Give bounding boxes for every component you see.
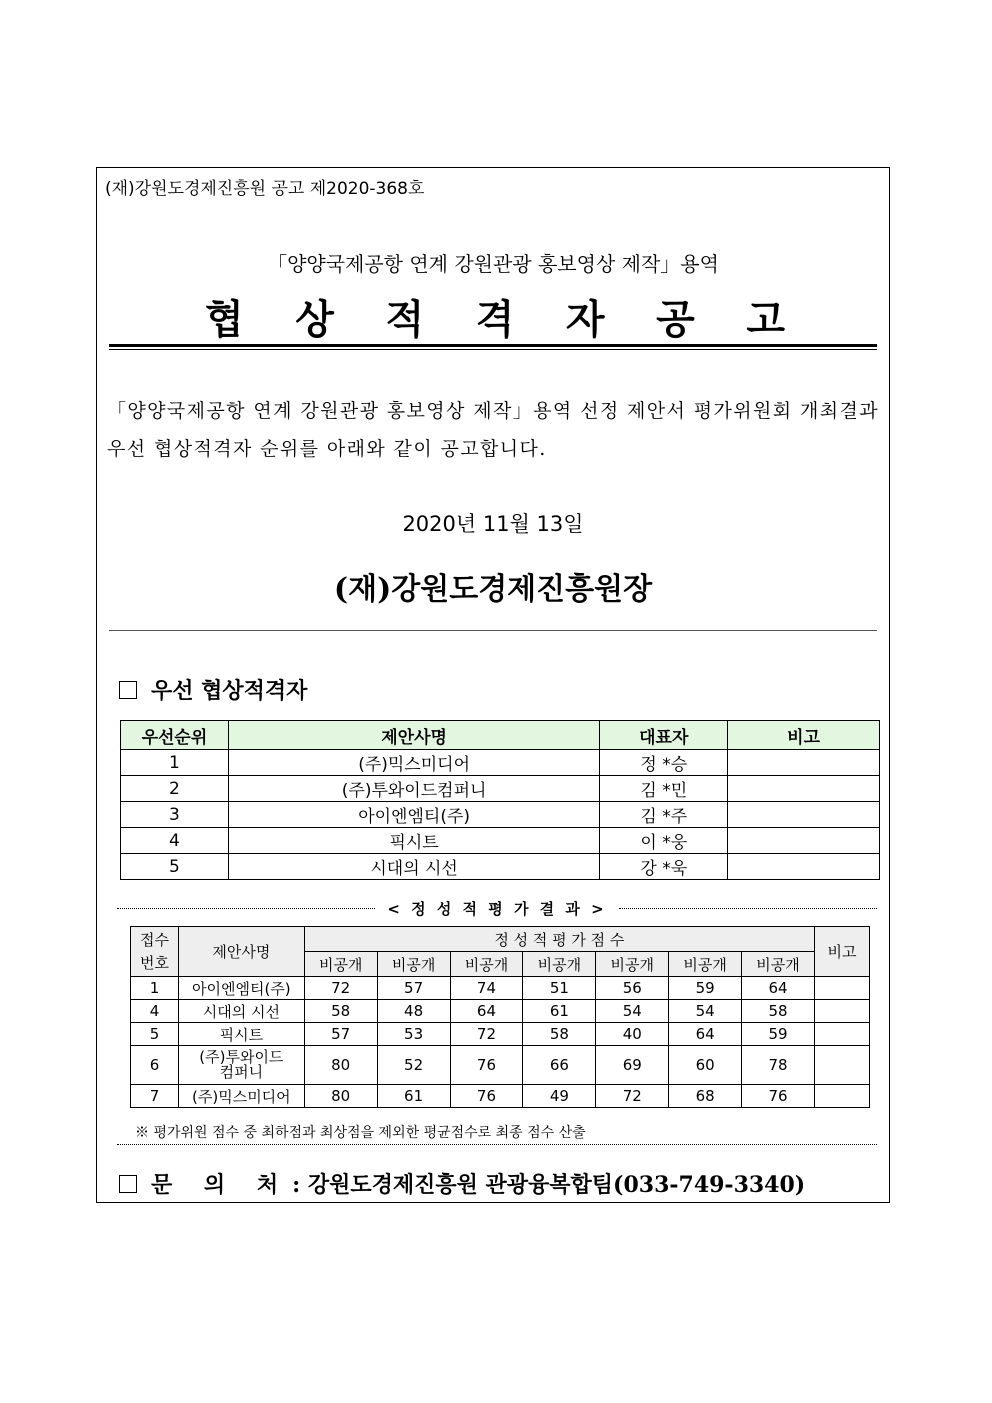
score-cell: 48: [377, 1000, 450, 1023]
title-char: 협: [205, 297, 244, 343]
table-row: [121, 802, 880, 828]
table-row: [131, 1085, 870, 1108]
receipt-no-cell: 7: [131, 1085, 179, 1108]
title-char: 고: [746, 297, 785, 343]
header-scores: 정 성 적 평 가 점 수: [304, 927, 814, 952]
title-char: 적: [385, 297, 425, 343]
receipt-no-cell: 5: [131, 1023, 179, 1046]
header-evaluator: 비공개: [742, 952, 815, 977]
eval-result-title: < 정 성 적 평 가 결 과 >: [387, 900, 607, 918]
header-receipt-no-line2: 번호: [139, 953, 169, 972]
receipt-no-cell: 4: [131, 1000, 179, 1023]
notice-frame: [96, 167, 890, 1203]
score-cell: 80: [304, 1085, 377, 1108]
company-cell: 아이엔엠티(주): [228, 802, 599, 828]
project-subtitle: 「양양국제공항 연계 강원관광 홍보영상 제작」용역: [267, 252, 719, 276]
score-cell: 74: [450, 977, 523, 1000]
intro-paragraph: 「양양국제공항 연계 강원관광 홍보영상 제작」용역 선정 제안서 평가위원회 개최결과 우선 협상적격자 순위를 아래와 같이 공고합니다.: [107, 400, 879, 460]
note-cell: [814, 1046, 869, 1085]
score-cell: 58: [304, 1000, 377, 1023]
score-cell: 61: [523, 1000, 596, 1023]
score-cell: 76: [450, 1085, 523, 1108]
title-divider-thin: [109, 349, 877, 350]
header-evaluator: 비공개: [596, 952, 669, 977]
company-cell: 아이엔엠티(주): [178, 977, 304, 1000]
score-cell: 68: [669, 1085, 742, 1108]
note-cell: [728, 750, 880, 776]
header-evaluator: 비공개: [377, 952, 450, 977]
note-cell: [814, 977, 869, 1000]
rep-cell: 정 *승: [600, 750, 728, 776]
table-row: [131, 1023, 870, 1046]
table-row: [121, 750, 880, 776]
table-row: [131, 977, 870, 1000]
score-cell: 72: [596, 1085, 669, 1108]
dotted-rule-left: [117, 908, 375, 909]
header-evaluator: 비공개: [669, 952, 742, 977]
note-cell: [728, 776, 880, 802]
company-cell: (주)믹스미디어: [228, 750, 599, 776]
score-cell: 66: [523, 1046, 596, 1085]
header-receipt-no-line1: 접수: [139, 930, 169, 949]
company-cell: (주)투와이드컴퍼니: [228, 776, 599, 802]
rep-cell: 김 *주: [600, 802, 728, 828]
note-cell: [814, 1023, 869, 1046]
score-cell: 72: [304, 977, 377, 1000]
score-cell: 54: [669, 1000, 742, 1023]
priority-section-title: 우선 협상적격자: [151, 678, 308, 704]
score-cell: 64: [450, 1000, 523, 1023]
contact-line: [119, 1168, 805, 1199]
table-row: [131, 1000, 870, 1023]
page-title: [205, 288, 785, 345]
company-cell: 시대의 시선: [228, 854, 599, 880]
dotted-rule-right: [619, 908, 877, 909]
score-cell: 51: [523, 977, 596, 1000]
footnote-divider: [117, 1144, 877, 1145]
announcement-number: (재)강원도경제진흥원 공고 제2020-368호: [105, 179, 425, 199]
priority-table: [120, 720, 880, 880]
score-cell: 58: [523, 1023, 596, 1046]
score-cell: 78: [742, 1046, 815, 1085]
score-cell: 64: [742, 977, 815, 1000]
company-cell: (주)믹스미디어: [178, 1085, 304, 1108]
title-divider-thick: [109, 344, 877, 347]
header-company: 제안사명: [178, 927, 304, 977]
table-row: [121, 854, 880, 880]
score-cell: 76: [450, 1046, 523, 1085]
signer: (재)강원도경제진흥원장: [333, 572, 653, 607]
eval-table: [130, 926, 870, 1108]
table-row: [131, 1046, 870, 1085]
score-cell: 53: [377, 1023, 450, 1046]
rank-cell: 5: [121, 854, 229, 880]
rep-cell: 이 *웅: [600, 828, 728, 854]
score-cell: 54: [596, 1000, 669, 1023]
company-name-line2: 컴퍼니: [219, 1063, 264, 1081]
score-cell: 57: [304, 1023, 377, 1046]
rank-cell: 3: [121, 802, 229, 828]
score-cell: 60: [669, 1046, 742, 1085]
rank-cell: 2: [121, 776, 229, 802]
score-cell: 56: [596, 977, 669, 1000]
receipt-no-cell: 6: [131, 1046, 179, 1085]
header-evaluator: 비공개: [523, 952, 596, 977]
notice-date: 2020년 11월 13일: [402, 512, 584, 536]
header-company: 제안사명: [228, 721, 599, 750]
rep-cell: 김 *민: [600, 776, 728, 802]
checkbox-square-icon: [119, 1175, 137, 1193]
score-cell: 58: [742, 1000, 815, 1023]
title-char: 격: [475, 297, 515, 343]
company-cell: [178, 1046, 304, 1085]
note-cell: [814, 1000, 869, 1023]
title-char: 공: [656, 297, 695, 343]
table-row: [121, 828, 880, 854]
company-cell: 픽시트: [178, 1023, 304, 1046]
title-char: 자: [565, 297, 605, 343]
priority-section-heading: [119, 674, 307, 705]
receipt-no-cell: 1: [131, 977, 179, 1000]
company-name-line1: (주)투와이드: [199, 1048, 284, 1066]
company-cell: 시대의 시선: [178, 1000, 304, 1023]
table-row: [121, 776, 880, 802]
contact-text: : 강원도경제진흥원 관광융복합팀(033-749-3340): [292, 1172, 806, 1198]
score-cell: 72: [450, 1023, 523, 1046]
note-cell: [728, 854, 880, 880]
eval-result-heading: [117, 898, 877, 919]
score-cell: 52: [377, 1046, 450, 1085]
section-divider: [109, 630, 877, 631]
score-cell: 59: [669, 977, 742, 1000]
rep-cell: 강 *욱: [600, 854, 728, 880]
score-cell: 76: [742, 1085, 815, 1108]
rank-cell: 1: [121, 750, 229, 776]
header-evaluator: 비공개: [304, 952, 377, 977]
rank-cell: 4: [121, 828, 229, 854]
score-cell: 64: [669, 1023, 742, 1046]
header-receipt-no: [131, 927, 179, 977]
score-cell: 69: [596, 1046, 669, 1085]
header-note: 비고: [814, 927, 869, 977]
header-rank: 우선순위: [121, 721, 229, 750]
score-cell: 57: [377, 977, 450, 1000]
title-char: 상: [295, 297, 334, 343]
eval-footnote: ※ 평가위원 점수 중 최하점과 최상점을 제외한 평균점수로 최종 점수 산출: [135, 1125, 586, 1141]
note-cell: [728, 802, 880, 828]
score-cell: 40: [596, 1023, 669, 1046]
score-cell: 49: [523, 1085, 596, 1108]
score-cell: 59: [742, 1023, 815, 1046]
contact-label: 문 의 처: [151, 1172, 291, 1198]
score-cell: 61: [377, 1085, 450, 1108]
score-cell: 80: [304, 1046, 377, 1085]
header-evaluator: 비공개: [450, 952, 523, 977]
checkbox-square-icon: [119, 681, 137, 699]
header-note: 비고: [728, 721, 880, 750]
header-rep: 대표자: [600, 721, 728, 750]
company-cell: 픽시트: [228, 828, 599, 854]
note-cell: [728, 828, 880, 854]
note-cell: [814, 1085, 869, 1108]
